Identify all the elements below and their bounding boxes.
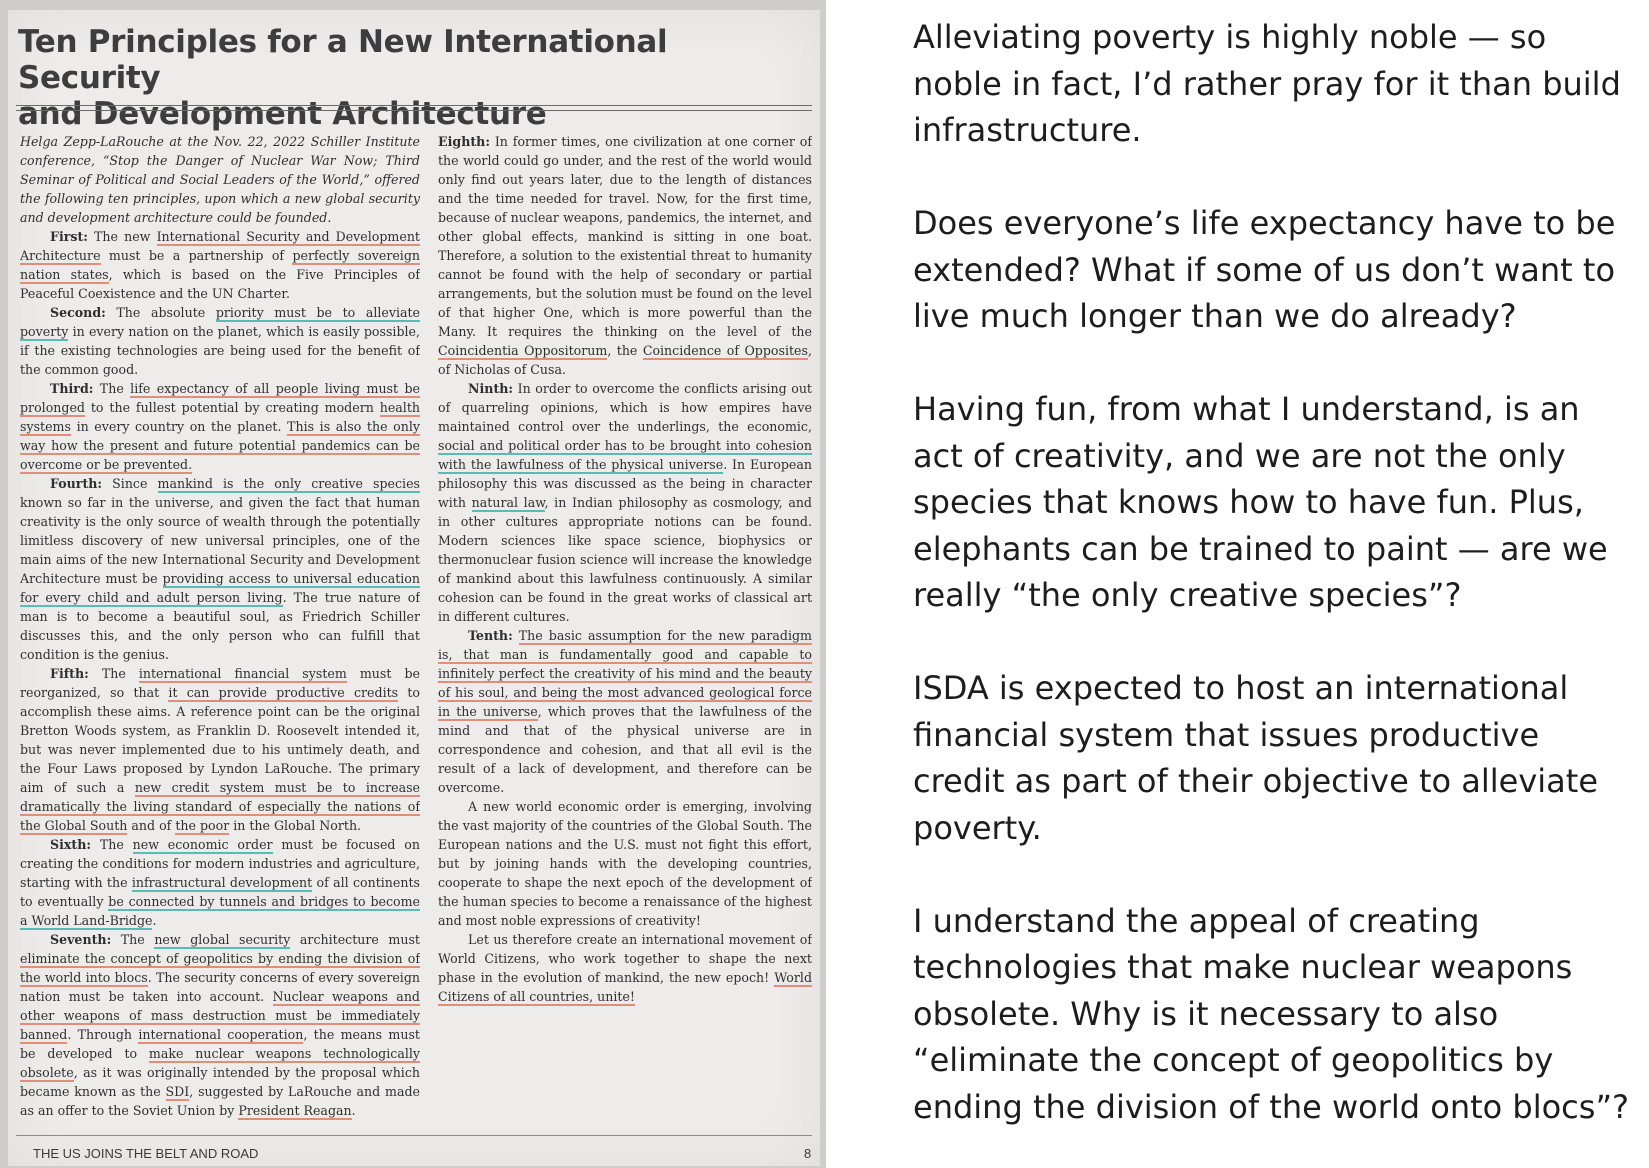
article-headline	[18, 24, 808, 132]
highlight-teal: providing access to universal education for every child and adult person living	[20, 571, 420, 605]
highlight-red: the poor	[175, 818, 230, 833]
text-run: The	[91, 837, 133, 852]
highlight-red: This is also the only way how the present and future potential pandemics can be overcome or be prevented.	[20, 419, 420, 472]
highlight-teal: social and political order has to be brought into cohesion with the lawfulness of the physical universe	[438, 438, 812, 472]
highlight-teal: infrastructural development	[131, 875, 313, 890]
text-run: of all continents to eventually	[20, 875, 420, 909]
text-run: to the fullest potential by creating modern	[84, 400, 380, 415]
commentary-paragraph: ISDA is expected to host an international financial system that issues productive credit as part of their objective to alleviate poverty.	[913, 669, 1598, 847]
commentary-paragraph: Having fun, from what I understand, is an act of creativity, and we are not the only species that knows how to have fun. Plus, elephants can be trained to paint — are we really “the only creative species”?	[913, 390, 1608, 614]
headline-line-2: and Development Architecture	[18, 96, 547, 132]
text-run: known so far in the universe, and given the fact that human creativity is the only source of wealth through the potentially limitless discovery of new universal principles, one of the main aims of the new International Security and Development Architecture must be	[20, 495, 420, 586]
text-run: . In European philosophy this was discussed as the being in character with	[438, 457, 812, 510]
highlight-red: make nuclear weapons technologically obsolete	[20, 1046, 420, 1080]
text-run: in the Global North.	[229, 818, 362, 833]
principle-paragraph	[438, 132, 812, 379]
highlight-teal: new economic order	[132, 837, 273, 852]
principle-paragraph	[20, 227, 420, 303]
text-run: A new world economic order is emerging, involving the vast majority of the countries of the Global South. The European nations and the U.S. must not fight this effort, but by joining hands with the developing countries, cooperate to shape the next epoch of the development of the human species to become a renaissance of the highest and most noble expressions of creativity!	[438, 799, 812, 928]
text-run: in every country on the planet.	[70, 419, 288, 434]
highlight-red: Coincidentia Oppositorum	[438, 343, 608, 358]
running-footer: THE US JOINS THE BELT AND ROAD	[33, 1146, 259, 1161]
text-run: , which is based on the Five Principles of Peaceful Coexistence and the UN Charter.	[20, 267, 420, 301]
text-run: The	[88, 666, 139, 681]
text-run: The	[111, 932, 155, 947]
text-run: .	[351, 1103, 356, 1118]
highlight-red: World Citizens of all countries, unite!	[438, 970, 812, 1004]
highlight-red: health systems	[20, 400, 420, 434]
text-run: , in Indian philosophy as cosmology, and in other cultures appropriate notions can be found. Modern sciences like space science, biophysics or thermonuclear fusion science will increase the knowledge of mankind about this lawfulness continuously. A similar cohesion can be found in the great works of classical art in different cultures.	[438, 495, 812, 624]
text-run: , which proves that the lawfulness of the mind and that of the physical universe are in correspondence and cohesion, and that all evil is the result of a lack of development, and therefore can be overcome.	[438, 704, 812, 795]
highlight-teal: natural law	[471, 495, 545, 510]
text-run	[513, 628, 519, 643]
highlight-red: life expectancy of all people living must be prolonged	[20, 381, 420, 415]
text-run: and of	[127, 818, 176, 833]
principle-paragraph	[20, 379, 420, 474]
highlight-red: eliminate the concept of geopolitics by ending the division of the world into blocs	[20, 951, 420, 985]
highlight-red: President Reagan	[238, 1103, 352, 1118]
highlight-red: Nuclear weapons and other weapons of mass destruction must be immediately banned	[20, 989, 420, 1042]
text-run: . The true nature of man is to become a beautiful soul, as Friedrich Schiller discusses this, and the only person who can fulfill that condition is the genius.	[20, 590, 420, 662]
highlight-teal: priority must be to alleviate poverty	[20, 305, 420, 339]
closing-paragraph	[438, 930, 812, 1006]
text-run: , as it was originally intended by the proposal which became known as the	[20, 1065, 420, 1099]
headline-rule	[16, 105, 812, 111]
highlight-red: new credit system must be to increase dramatically the living standard of especially the nations of the Global South	[20, 780, 420, 833]
article-column-left	[20, 132, 420, 1142]
commentary-panel	[913, 14, 1633, 1130]
highlight-red: perfectly sovereign nation states	[20, 248, 420, 282]
text-run: Since	[102, 476, 158, 491]
text-run: to accomplish these aims. A reference point can be the original Bretton Woods system, as Franklin D. Roosevelt intended it, but was never implemented due to his untimely death, and the Four Laws proposed by Lyndon LaRouche. The primary aim of such a	[20, 685, 420, 795]
article-column-right	[438, 132, 812, 1142]
text-run: . The security concerns of every sovereign nation must be taken into account.	[20, 970, 420, 1004]
principle-label: Sixth:	[50, 837, 92, 852]
principle-label: Third:	[50, 381, 94, 396]
principle-paragraph	[438, 626, 812, 797]
text-run: , the means must be developed to	[20, 1027, 420, 1061]
highlight-teal: be connected by tunnels and bridges to become a World Land-Bridge	[20, 894, 420, 928]
text-run: . Through	[67, 1027, 139, 1042]
principle-label: Fourth:	[50, 476, 103, 491]
closing-paragraph	[438, 797, 812, 930]
principle-label: Ninth:	[468, 381, 514, 396]
text-run: must be reorganized, so that	[20, 666, 420, 700]
headline-line-1: Ten Principles for a New International Security	[18, 24, 668, 96]
principle-paragraph	[20, 474, 420, 664]
principle-paragraph	[438, 379, 812, 626]
text-run: must be a partnership of	[100, 248, 293, 263]
text-run: In former times, one civilization at one corner of the world could go under, and the rest of the world would only find out years later, due to the length of distances and the time needed for travel. Now, for the first time, because of nuclear weapons, pandemics, the internet, and other global effects, mankind is sitting in one boat. Therefore, a solution to the existential threat to humanity cannot be found with the help of secondary or partial arrangements, but the solution must be found on the level of that higher One, which is more powerful than the Many. It requires the thinking on the level of the	[438, 134, 812, 339]
commentary-paragraph: I understand the appeal of creating technologies that make nuclear weapons obsolete. Why is it necessary to also “eliminate the concept of geopolitics by ending the division of the world onto blocs”?	[913, 901, 1629, 1126]
principle-label: Seventh:	[50, 932, 112, 947]
commentary-paragraph: Does everyone’s life expectancy have to be extended? What if some of us don’t want to live much longer than we do already?	[913, 204, 1616, 335]
highlight-red: it can provide productive credits	[168, 685, 399, 700]
text-run: must be focused on creating the conditions for modern industries and agriculture, starting with the	[20, 837, 420, 890]
text-run: In order to overcome the conflicts arising out of quarreling opinions, which is how empires have maintained control over the underlings, the economic,	[438, 381, 812, 434]
newspaper-page	[8, 10, 820, 1166]
principle-paragraph	[20, 664, 420, 835]
text-run: , suggested by LaRouche and made as an offer to the Soviet Union by	[20, 1084, 420, 1118]
footer-rule	[16, 1135, 812, 1136]
page-number: 8	[804, 1146, 812, 1161]
text-run: in every nation on the planet, which is easily possible, if the existing technologies are being used for the benefit of the common good.	[20, 324, 420, 377]
text-run: .	[152, 913, 157, 928]
principle-label: Tenth:	[468, 628, 513, 643]
text-run: , the	[607, 343, 643, 358]
text-run: The	[93, 381, 131, 396]
principle-label: Fifth:	[50, 666, 89, 681]
highlight-red: Coincidence of Opposites	[642, 343, 808, 358]
highlight-red: international financial system	[138, 666, 347, 681]
principle-label: First:	[50, 229, 88, 244]
highlight-red: international cooperation	[138, 1027, 304, 1042]
highlight-red: SDI	[165, 1084, 190, 1099]
text-run: The new	[87, 229, 157, 244]
highlight-teal: new global security	[154, 932, 291, 947]
text-run: Let us therefore create an international movement of World Citizens, who work together to shape the next phase in the evolution of mankind, the new epoch!	[438, 932, 812, 985]
commentary-paragraph: Alleviating poverty is highly noble — so noble in fact, I’d rather pray for it than build infrastructure.	[913, 18, 1621, 149]
principle-paragraph	[20, 930, 420, 1120]
text-run: , of Nicholas of Cusa.	[438, 343, 812, 377]
text-run: architecture must	[290, 932, 420, 947]
highlight-teal: mankind is the only creative species	[157, 476, 420, 491]
principle-label: Second:	[50, 305, 106, 320]
highlight-red: The basic assumption for the new paradigm is, that man is fundamentally good and capable to infinitely perfect the creativity of his mind and the beauty of his soul, and being the most advanced geological force in the universe	[438, 628, 812, 719]
article-intro: Helga Zepp-LaRouche at the Nov. 22, 2022 Schiller Institute conference, “Stop the Danger of Nuclear War Now; Third Seminar of Political and Social Leaders of the World,” offered the following ten principles, upon which a new global security and development architecture could be founded.	[20, 134, 420, 225]
highlight-red: International Security and Development Architecture	[20, 229, 420, 263]
principle-paragraph	[20, 835, 420, 930]
text-run: The absolute	[105, 305, 216, 320]
principle-paragraph	[20, 303, 420, 379]
principle-label: Eighth:	[438, 134, 490, 149]
